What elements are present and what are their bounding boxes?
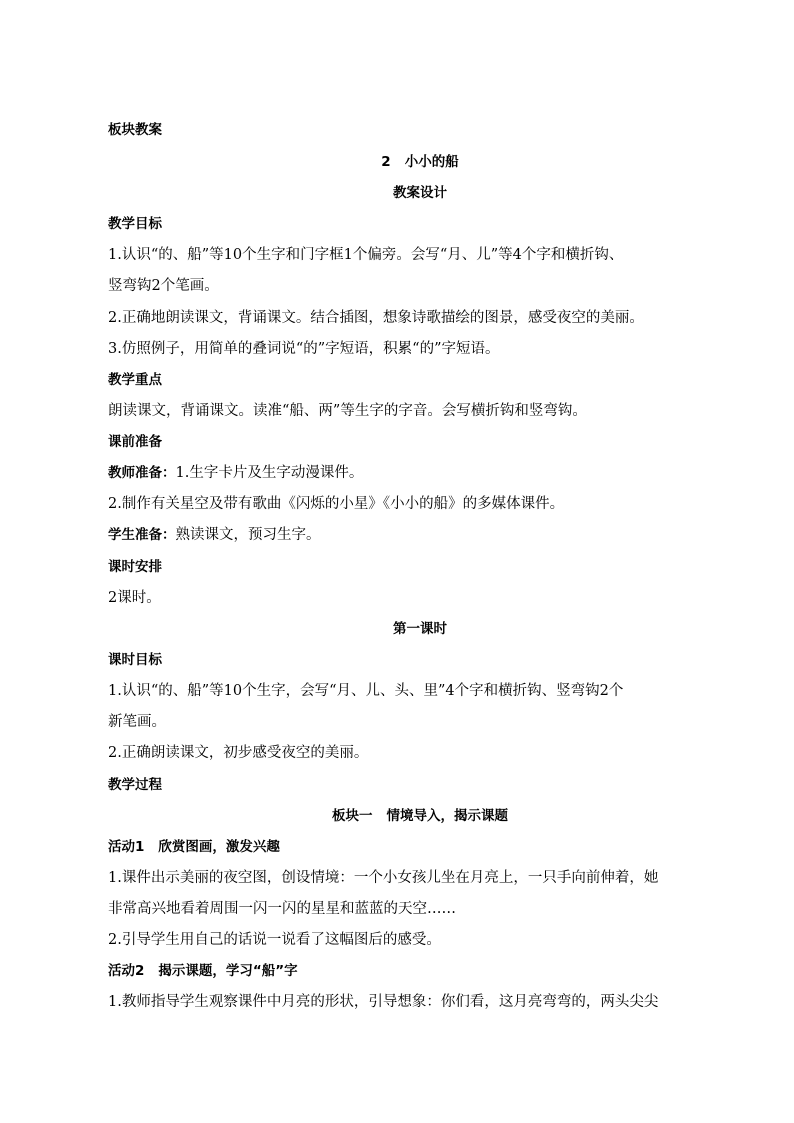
lesson-number: 2 (381, 154, 391, 170)
teacher-prep-1: 1.生字卡片及生字动漫课件。 (175, 465, 364, 481)
lesson-1-heading: 第一课时 (393, 621, 447, 637)
goal-1-line-1: 1.认识“的、船”等10个生字和门字框1个偏旁。会写“月、儿”等4个字和横折钩、 (108, 247, 624, 263)
activity-2-title: 揭示课题，学习“船”字 (158, 963, 298, 979)
activity-1-heading (108, 837, 732, 857)
block-1-label: 板块一 (332, 808, 373, 824)
goal-3: 3.仿照例子，用简单的叠词说“的”字短语，积累“的”字短语。 (108, 341, 500, 357)
activity-1-label: 活动1 (108, 839, 145, 855)
teacher-prep-line (108, 463, 732, 483)
focus-text: 朗读课文，背诵课文。读准“船、两”等生字的字音。会写横折钩和竖弯钩。 (108, 403, 587, 419)
activity-1-para-1-line-1: 1.课件出示美丽的夜空图，创设情境：一个小女孩儿坐在月亮上，一只手向前伸着，她 (108, 870, 659, 886)
teacher-prep-2: 2.制作有关星空及带有歌曲《闪烁的小星》《小小的船》的多媒体课件。 (108, 496, 565, 512)
lesson-goal-1-line-2: 新笔画。 (108, 714, 166, 730)
activity-1-para-2: 2.引导学生用自己的话说一说看了这幅图后的感受。 (108, 932, 441, 948)
activity-2-label: 活动2 (108, 963, 145, 979)
student-prep-label: 学生准备： (108, 527, 176, 543)
lesson-title-text: 小小的船 (404, 154, 459, 170)
goals-heading: 教学目标 (108, 216, 162, 232)
student-prep-text: 熟读课文，预习生字。 (175, 527, 321, 543)
block-1-heading (108, 806, 732, 826)
student-prep-line (108, 525, 732, 545)
focus-heading: 教学重点 (108, 372, 162, 388)
activity-2-para-1: 1.教师指导学生观察课件中月亮的形状，引导想象：你们看，这月亮弯弯的，两头尖尖 (108, 994, 659, 1010)
goal-2: 2.正确地朗读课文，背诵课文。结合插图，想象诗歌描绘的图景，感受夜空的美丽。 (108, 310, 644, 326)
goal-1-line-2: 竖弯钩2个笔画。 (108, 278, 219, 294)
lesson-goal-2: 2.正确朗读课文，初步感受夜空的美丽。 (108, 745, 369, 761)
activity-2-heading (108, 961, 732, 981)
activity-1-title: 欣赏图画，激发兴趣 (158, 839, 280, 855)
design-subtitle: 教案设计 (393, 185, 447, 201)
process-heading: 教学过程 (108, 777, 162, 793)
schedule-text: 2课时。 (108, 590, 161, 606)
block-1-title: 情境导入，揭示课题 (386, 808, 508, 824)
lesson-title (108, 152, 732, 172)
lesson-goals-heading: 课时目标 (108, 652, 162, 668)
lesson-goal-1-line-1: 1.认识“的、船”等10个生字，会写“月、儿、头、里”4个字和横折钩、竖弯钩2个 (108, 683, 624, 699)
teacher-prep-label: 教师准备： (108, 465, 176, 481)
schedule-heading: 课时安排 (108, 559, 162, 575)
prep-heading: 课前准备 (108, 434, 162, 450)
header-label: 板块教案 (108, 122, 162, 138)
activity-1-para-1-line-2: 非常高兴地看着周围一闪一闪的星星和蓝蓝的天空…… (108, 901, 456, 917)
